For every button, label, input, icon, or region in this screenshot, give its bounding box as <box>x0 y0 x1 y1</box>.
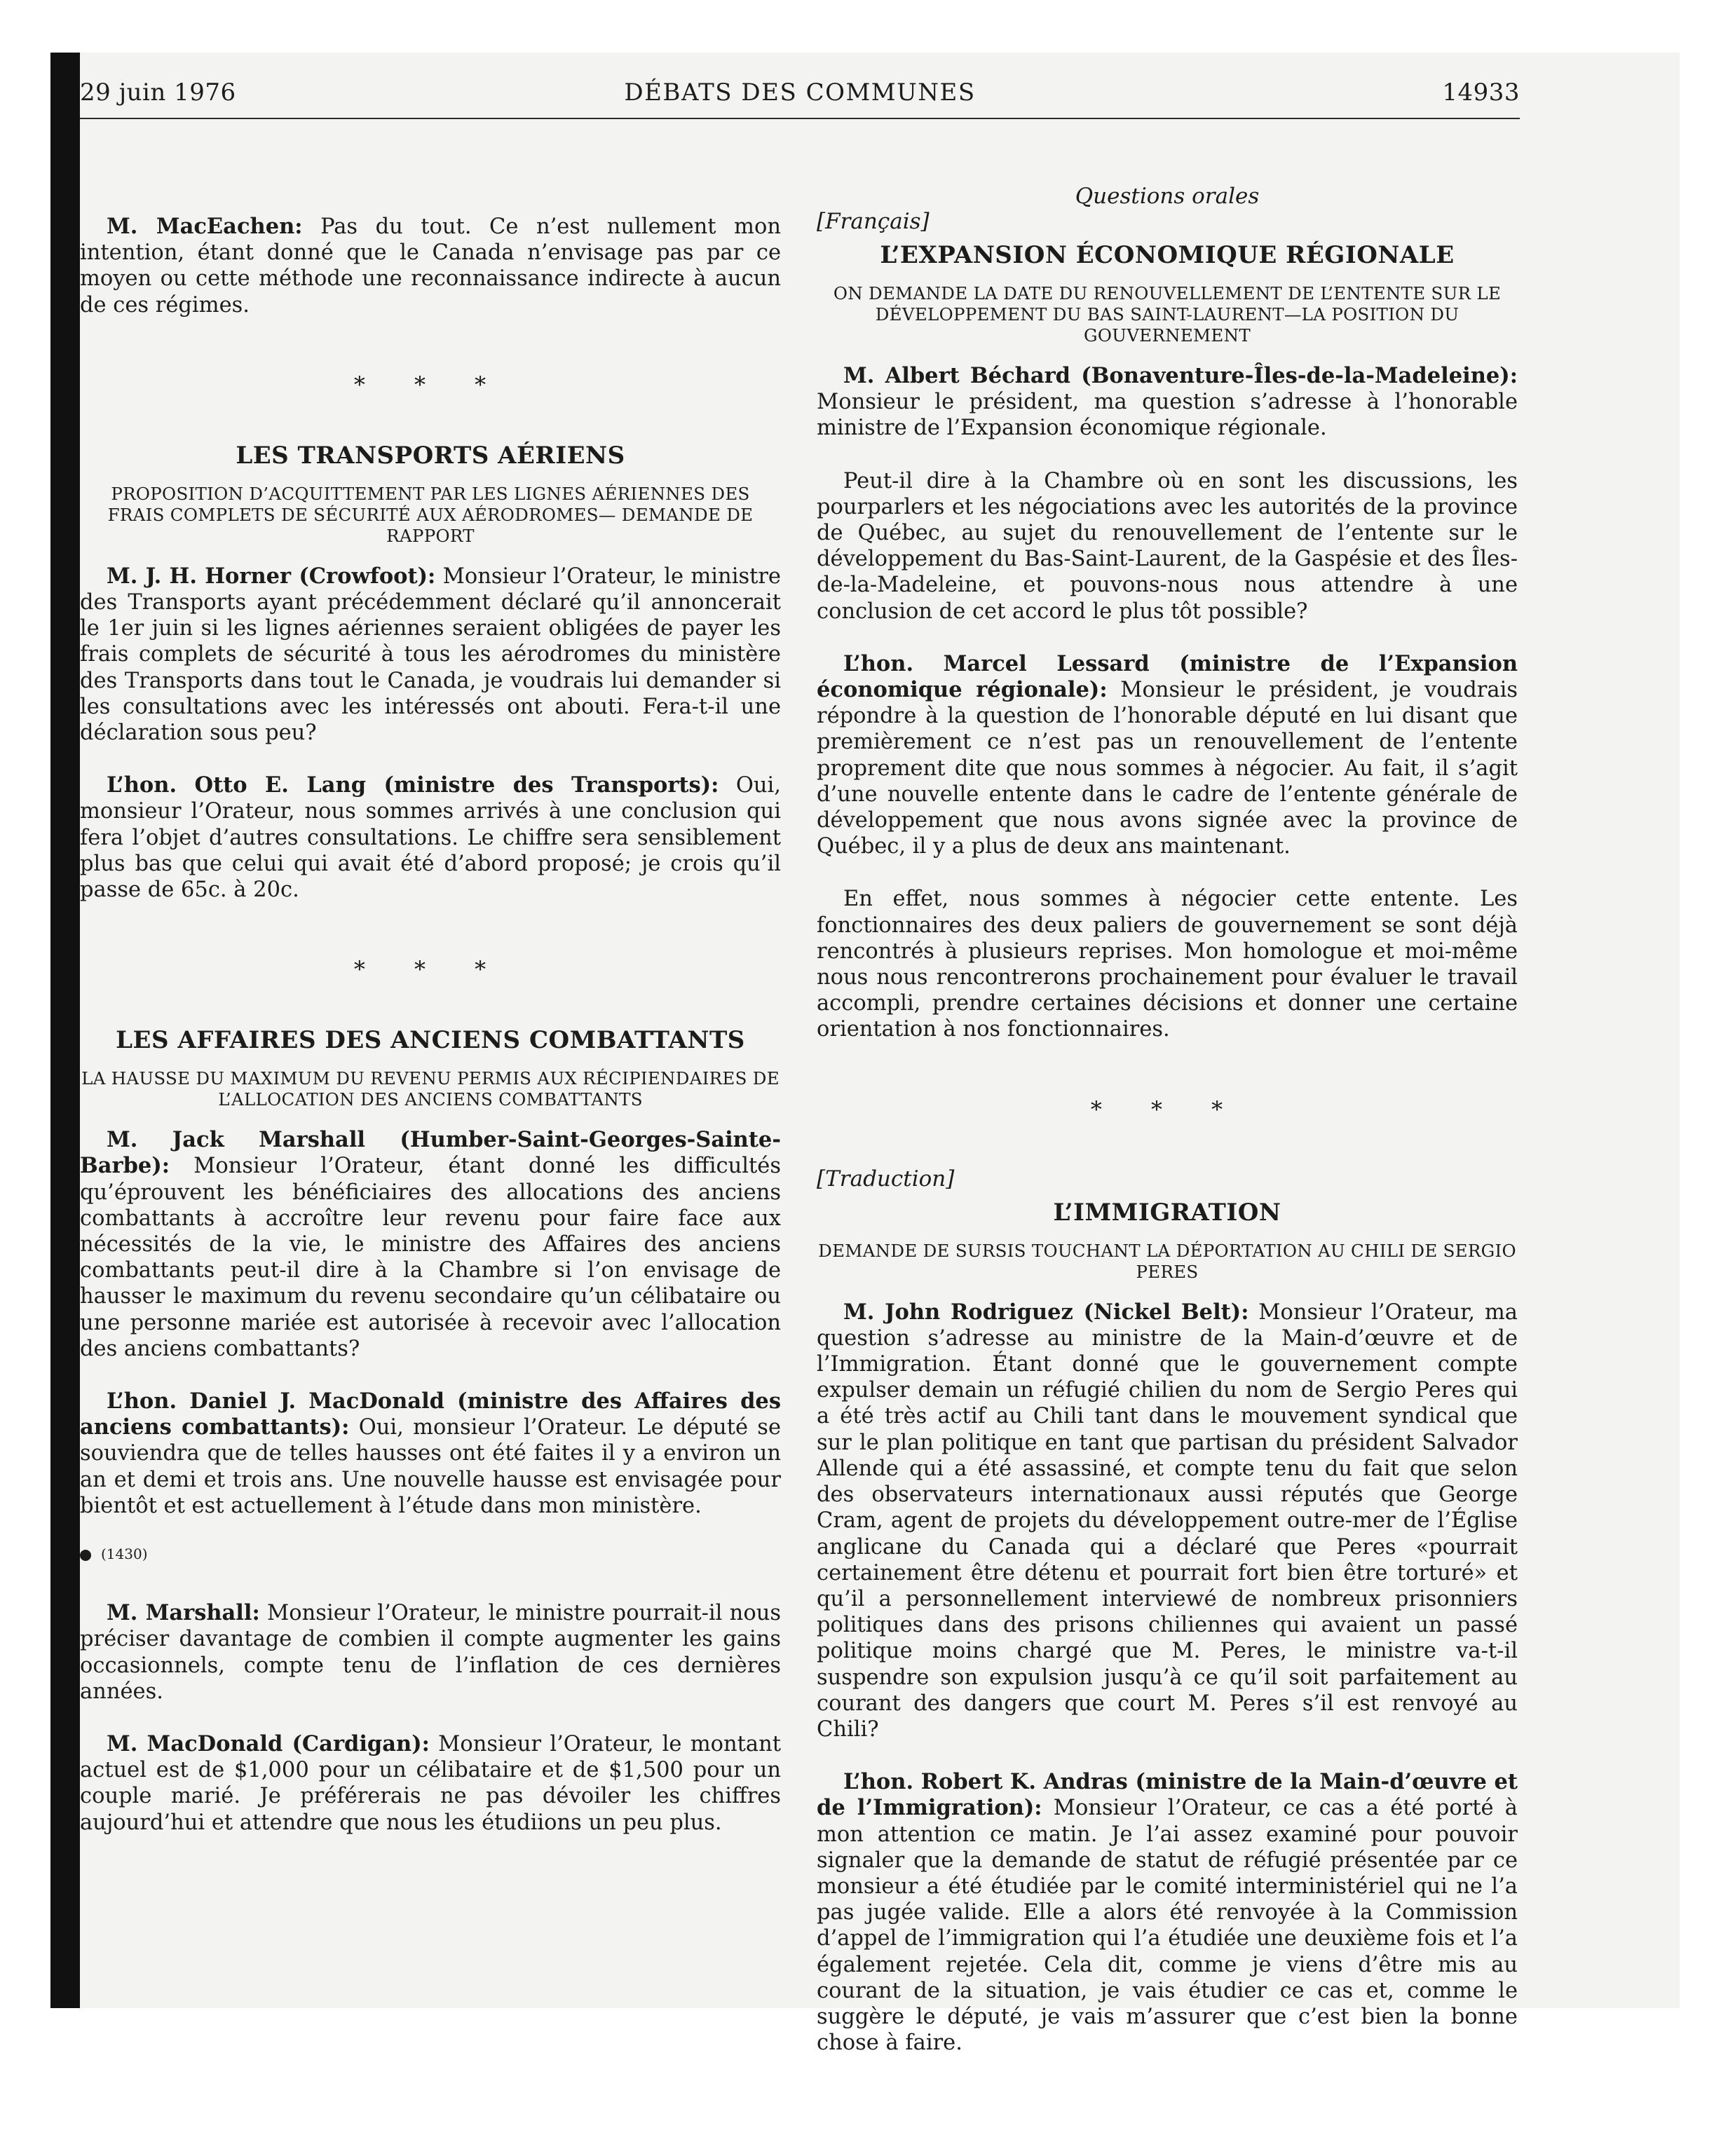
paragraph: En effet, nous sommes à négocier cette entente. Les fonctionnaires des deux paliers de gouvernement se sont déjà rencontrés à plusieurs reprises. Mon homologue et moi-même nous nous rencontrerons prochainement pour évaluer le travail accompli, prendre certaines décisions et donner une certaine orientation à nos fonctionnaires. <box>817 887 1518 1042</box>
section-separator: * * * <box>353 371 508 398</box>
right-column <box>817 209 1518 2082</box>
bullet-icon <box>80 1550 91 1561</box>
speaker: M. MacDonald (Cardigan): <box>107 1731 430 1756</box>
speaker: M. MacEachen: <box>107 214 303 239</box>
speaker: M. Albert Béchard (Bonaventure-Îles-de-la-Madeleine): <box>843 363 1518 388</box>
section-title: L’EXPANSION ÉCONOMIQUE RÉGIONALE <box>880 241 1455 269</box>
time-marker: (1430) <box>80 1546 781 1562</box>
paragraph: M. Marshall: Monsieur l’Orateur, le ministre pourrait-il nous préciser davantage de combien il compte augmenter les gains occasionnels, compte tenu de l’inflation de ces dernières années. <box>80 1600 781 1704</box>
page-number: 14933 <box>1442 79 1520 107</box>
speaker: L’hon. Robert K. Andras (ministre de la Main-d’œuvre et de l’Immigration): <box>817 1769 1518 1821</box>
paragraph: M. Jack Marshall (Humber-Saint-Georges-Sainte-Barbe): Monsieur l’Orateur, étant donné les difficultés qu’éprouvent les bénéficiaires des allocations des anciens combattants à accroître leur revenu pour faire face aux nécessités de la vie, le ministre des Affaires des anciens combattants peut-il dire à la Chambre si l’on envisage de hausser le maximum du revenu secondaire qu’un célibataire ou une personne mariée est autorisée à recevoir avec l’allocation des anciens combattants? <box>80 1127 781 1361</box>
section-title: LES TRANSPORTS AÉRIENS <box>236 441 625 470</box>
speaker: L’hon. Otto E. Lang (ministre des Transports): <box>107 772 719 798</box>
paragraph: M. J. H. Horner (Crowfoot): Monsieur l’Orateur, le ministre des Transports ayant précédemment déclaré qu’il annoncerait le 1er juin si les lignes aériennes seraient obligées de payer les frais complets de sécurité à tous les aérodromes du ministère des Transports dans tout le Canada, je voudrais lui demander si les consultations avec les intéressés ont abouti. Fera-t-il une déclaration sous peu? <box>80 563 781 746</box>
paragraph: M. Albert Béchard (Bonaventure-Îles-de-la-Madeleine): Monsieur le président, ma question s’adresse à l’honorable ministre de l’Expansion économique régionale. <box>817 363 1518 441</box>
speaker: L’hon. Daniel J. MacDonald (ministre des Affaires des anciens combattants): <box>80 1389 781 1440</box>
speaker: M. J. H. Horner (Crowfoot): <box>107 563 436 589</box>
header-title: DÉBATS DES COMMUNES <box>624 79 976 107</box>
speaker: M. Marshall: <box>107 1600 260 1626</box>
paragraph: M. John Rodriguez (Nickel Belt): Monsieur l’Orateur, ma question s’adresse au ministre de la Main-d’œuvre et de l’Immigration. Étant donné que le gouvernement compte expulser demain un réfugié chilien du nom de Sergio Peres qui a été très actif au Chili tant dans le mouvement syndical que sur le plan politique en tant que partisan du président Salvador Allende qui a été assassiné, et compte tenu du fait que selon des observateurs internationaux aussi réputés que George Cram, agent de projets du développement outre-mer de l’Église anglicane du Canada qui a déclaré que Peres «pourrait certainement être détenu et pourrait fort bien être torturé» et qu’il a personnellement interviewé de nombreux prisonniers politiques dans des prisons chiliennes qui avaient un passé politique moins chargé que M. Peres, le ministre va-t-il suspendre son expulsion jusqu’à ce qu’il soit parfaitement au courant des dangers que court M. Peres s’il est renvoyé au Chili? <box>817 1299 1518 1742</box>
left-column <box>80 214 781 1862</box>
speaker: M. John Rodriguez (Nickel Belt): <box>843 1299 1249 1325</box>
scan-edge <box>50 53 80 2008</box>
section-separator: * * * <box>1090 1096 1244 1123</box>
paragraph: Peut-il dire à la Chambre où en sont les discussions, les pourparlers et les négociations avec les autorités de la province de Québec, au sujet du renouvellement de l’entente sur le développement du Bas-Saint-Laurent, de la Gaspésie et des Îles-de-la-Madeleine, et pouvons-nous nous attendre à une conclusion de cet accord le plus tôt possible? <box>817 468 1518 624</box>
paragraph: L’hon. Robert K. Andras (ministre de la Main-d’œuvre et de l’Immigration): Monsieur l’Orateur, ce cas a été porté à mon attention ce matin. Je l’ai assez examiné pour pouvoir signaler que la demande de statut de réfugié présentée par ce monsieur a été étudiée par le comité interministériel qui ne l’a pas jugée valide. Elle a alors été renvoyée à la Commission d’appel de l’immigration qui l’a étudiée une deuxième fois et l’a également rejetée. Cela dit, comme je viens d’être mis au courant de la situation, je vais étudier ce cas et, comme le suggère le député, je vais m’assurer que c’est bien la bonne chose à faire. <box>817 1769 1518 2056</box>
paragraph: L’hon. Otto E. Lang (ministre des Transports): Oui, monsieur l’Orateur, nous sommes arrivés à une conclusion qui fera l’objet d’autres consultations. Le chiffre sera sensiblement plus bas que celui qui avait été d’abord proposé; je crois qu’il passe de 65c. à 20c. <box>80 772 782 903</box>
section-title: LES AFFAIRES DES ANCIENS COMBATTANTS <box>116 1026 745 1055</box>
section-title: L’IMMIGRATION <box>1053 1198 1281 1227</box>
header-date: 29 juin 1976 <box>80 79 236 107</box>
paragraph: L’hon. Daniel J. MacDonald (ministre des Affaires des anciens combattants): Oui, monsieur l’Orateur. Le député se souviendra que de telles hausses ont été faites il y a environ un an et demi et trois ans. Une nouvelle hausse est envisagée pour bientôt et est actuellement à l’étude dans mon ministère. <box>80 1389 781 1518</box>
running-head: Questions orales <box>1075 184 1260 209</box>
section-subtitle: PROPOSITION D’ACQUITTEMENT PAR LES LIGNES AÉRIENNES DES FRAIS COMPLETS DE SÉCURITÉ AUX AÉRODROMES— DEMANDE DE RAPPORT <box>107 483 754 546</box>
paragraph: M. MacEachen: Pas du tout. Ce n’est nullement mon intention, étant donné que le Canada n’envisage pas par ce moyen ou cette méthode une reconnaissance indirecte à aucun de ces régimes. <box>80 214 781 318</box>
language-tag: [Traduction] <box>817 1166 955 1192</box>
paragraph: M. MacDonald (Cardigan): Monsieur l’Orateur, le montant actuel est de $1,000 pour un célibataire et de $1,500 pour un couple marié. Je préférerais ne pas dévoiler les chiffres aujourd’hui et attendre que nous les étudiions un peu plus. <box>80 1731 781 1835</box>
speaker: L’hon. Marcel Lessard (ministre de l’Expansion économique régionale): <box>817 650 1518 703</box>
section-subtitle: DEMANDE DE SURSIS TOUCHANT LA DÉPORTATION AU CHILI DE SERGIO PERES <box>818 1240 1516 1282</box>
section-separator: * * * <box>353 956 508 983</box>
speaker: M. Jack Marshall (Humber-Saint-Georges-Sainte-Barbe): <box>80 1127 781 1179</box>
language-tag: [Français] <box>817 209 930 234</box>
section-subtitle: LA HAUSSE DU MAXIMUM DU REVENU PERMIS AUX RÉCIPIENDAIRES DE L’ALLOCATION DES ANCIENS COMBATTANTS <box>81 1068 780 1110</box>
paragraph: L’hon. Marcel Lessard (ministre de l’Expansion économique régionale): Monsieur le président, je voudrais répondre à la question de l’honorable député en lui disant que premièrement ce n’est pas un renouvellement de l’entente proprement dite que nous sommes à négocier. Au fait, il s’agit d’une nouvelle entente dans le cadre de l’entente générale de développement que nous avons signée avec la province de Québec, il y a plus de deux ans maintenant. <box>817 650 1518 859</box>
page-header <box>80 76 1520 119</box>
section-subtitle: ON DEMANDE LA DATE DU RENOUVELLEMENT DE L’ENTENTE SUR LE DÉVELOPPEMENT DU BAS SAINT-LAURENT—LA POSITION DU GOUVERNEMENT <box>833 283 1502 346</box>
